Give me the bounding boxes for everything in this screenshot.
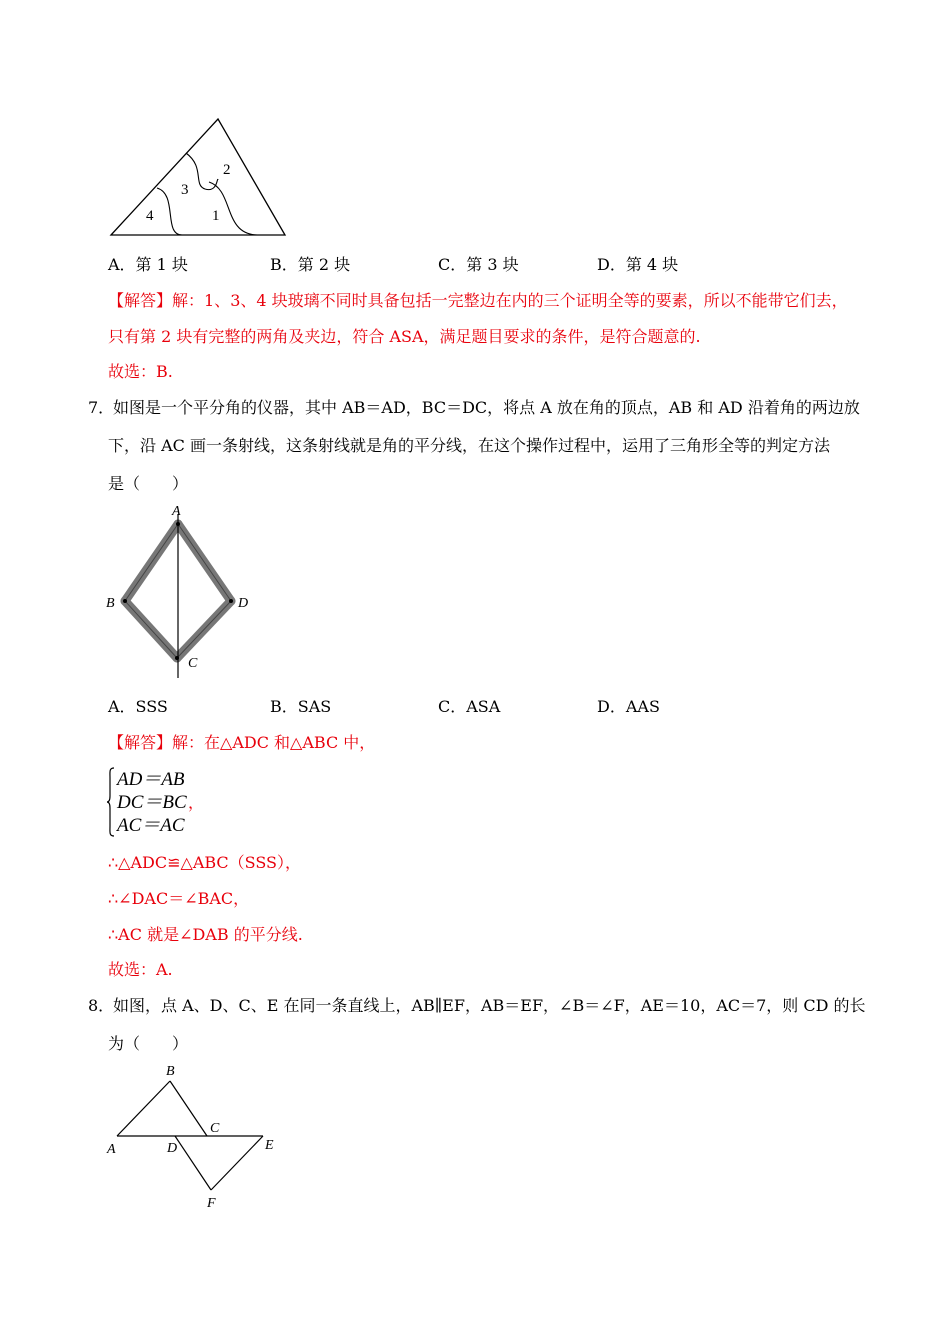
q7-step2: ∴∠DAC＝∠BAC， xyxy=(108,889,250,908)
answer-text: 解：在△ADC 和△ABC 中， xyxy=(172,733,376,752)
point-c-label: C xyxy=(210,1121,220,1136)
q7-option-b: B．SAS xyxy=(270,697,332,716)
q7-answer-intro xyxy=(108,733,375,753)
left-brace xyxy=(106,766,116,838)
system-comma: ， xyxy=(188,793,205,812)
q6-option-d: D．第 4 块 xyxy=(597,255,679,274)
point-a-label: A xyxy=(107,1142,116,1157)
equation-1: AD＝AB xyxy=(117,769,185,790)
piece-4-label: 4 xyxy=(146,208,154,224)
answer-tag: 【解答】 xyxy=(108,733,173,752)
q8-stem-line1: 如图，点 A、D、C、E 在同一条直线上，AB∥EF，AB＝EF，∠B＝∠F，AE＝10，AC＝7，则 CD 的长 xyxy=(113,996,866,1015)
vertex-b-label: B xyxy=(106,596,115,611)
equation-3: AC＝AC xyxy=(117,815,185,836)
point-e-label: E xyxy=(265,1138,274,1153)
answer-text: 解：1、3、4 块玻璃不同时具备包括一完整边在内的三个证明全等的要素，所以不能带它们去， xyxy=(172,291,848,310)
equation-2: DC＝BC xyxy=(117,792,187,813)
piece-3-label: 3 xyxy=(181,182,189,198)
glass-triangle-figure xyxy=(105,112,295,242)
q7-number: 7． xyxy=(88,398,115,417)
q7-option-d: D．AAS xyxy=(597,697,660,716)
q6-option-b: B．第 2 块 xyxy=(270,255,351,274)
q7-step1: ∴△ADC≌△ABC（SSS）， xyxy=(108,853,301,872)
piece-1-label: 1 xyxy=(212,208,220,224)
q8-number: 8． xyxy=(88,996,115,1015)
piece-2-label: 2 xyxy=(223,162,231,178)
q8-stem-line2: 为（ ） xyxy=(108,1034,189,1053)
answer-tag: 【解答】 xyxy=(108,291,173,310)
q6-answer-line2: 只有第 2 块有完整的两角及夹边，符合 ASA，满足题目要求的条件，是符合题意的. xyxy=(108,327,701,346)
q7-stem-line3: 是（ ） xyxy=(108,474,189,493)
q7-option-a: A．SSS xyxy=(108,697,168,716)
q7-stem-line2: 下，沿 AC 画一条射线，这条射线就是角的平分线，在这个操作过程中，运用了三角形全等的判定方法 xyxy=(108,436,830,455)
q6-option-a: A．第 1 块 xyxy=(108,255,188,274)
q6-answer-line1 xyxy=(108,291,848,311)
q6-option-c: C．第 3 块 xyxy=(438,255,519,274)
q7-step3: ∴AC 就是∠DAB 的平分线. xyxy=(108,925,303,944)
vertex-a-label: A xyxy=(172,504,181,519)
vertex-c-label: C xyxy=(188,656,198,671)
vertex-d-label: D xyxy=(238,596,249,611)
q6-choice: 故选：B. xyxy=(108,362,173,381)
q7-option-c: C．ASA xyxy=(438,697,501,716)
point-f-label: F xyxy=(207,1196,216,1211)
q7-stem-line1: 如图是一个平分角的仪器，其中 AB＝AD，BC＝DC，将点 A 放在角的顶点，AB 和 AD 沿着角的两边放 xyxy=(113,398,860,417)
point-b-label: B xyxy=(166,1064,175,1079)
q7-choice: 故选：A. xyxy=(108,960,173,979)
triangles-figure xyxy=(100,1056,290,1216)
equation-system xyxy=(117,768,187,837)
point-d-label: D xyxy=(167,1141,178,1156)
angle-bisector-instrument-figure xyxy=(100,500,260,685)
